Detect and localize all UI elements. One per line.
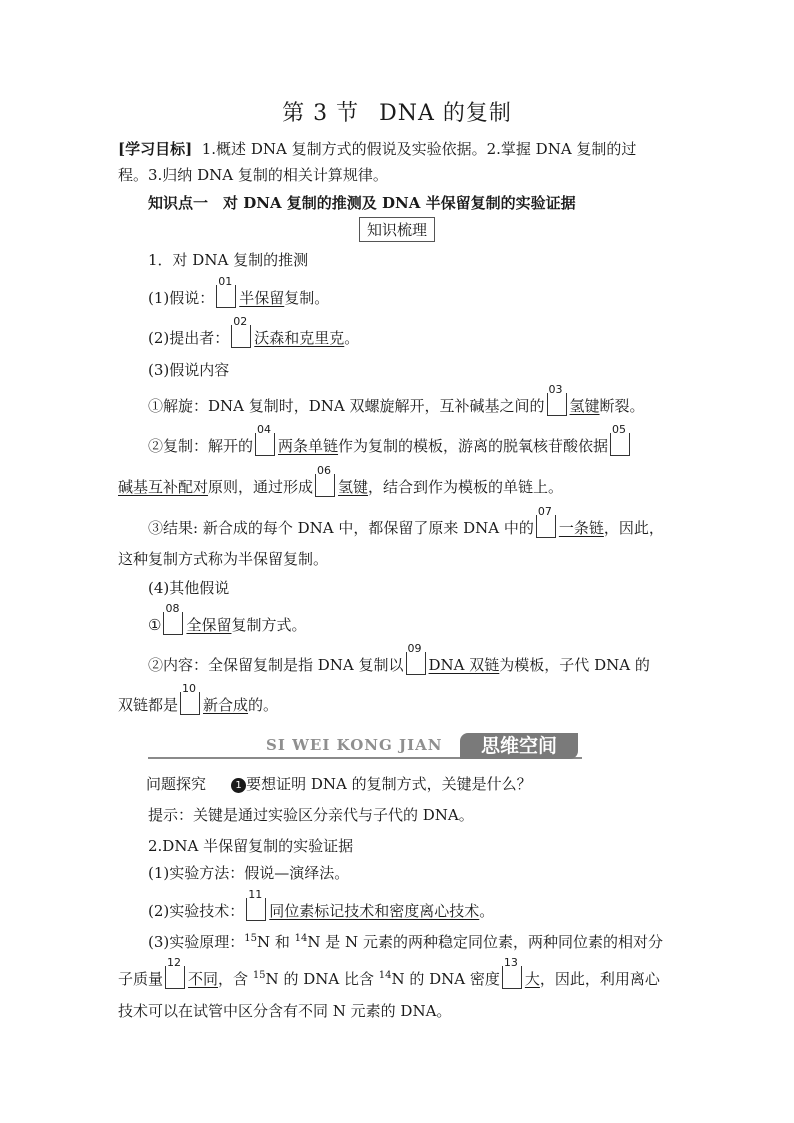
answer-12: 不同: [188, 970, 219, 988]
replication-line-1: ②复制：解开的 04 两条单链作为复制的模板，游离的脱氧核苷酸依据 05: [148, 433, 708, 456]
other-hypothesis-heading: (4)其他假说: [148, 579, 230, 597]
method-line: (1)实验方法：假说—演绎法。: [148, 864, 350, 882]
thinking-space-banner: [148, 733, 582, 763]
objectives-line-1: [学习目标] 1.概述 DNA 复制方式的假说及实验依据。2.掌握 DNA 复制的过: [118, 140, 637, 158]
banner-pinyin: SI WEI KONG JIAN: [266, 736, 443, 754]
blank-box: 10: [180, 692, 200, 715]
answer-11: 同位素标记技术和密度离心技术: [269, 902, 480, 920]
other-hypothesis-2: ②内容：全保留复制是指 DNA 复制以 09 DNA 双链为模板，子代 DNA 的: [148, 642, 650, 674]
principle-line-1: (3)实验原理：$^{15}$N 和 $^{14}$N 是 N 元素的两种稳定同位素，两种同位素的相对分: [148, 933, 663, 951]
blank-box: 05: [610, 433, 630, 456]
banner-title: 思维空间: [460, 733, 578, 759]
blank-box: 02: [231, 325, 251, 348]
other-hypothesis-1: ① 08 全保留复制方式。: [148, 602, 307, 634]
inquiry-label: 问题探究: [146, 775, 207, 793]
blank-box: 06: [315, 474, 335, 497]
subsection-2-heading: 2.DNA 半保留复制的实验证据: [148, 837, 354, 855]
blank-box: 04: [255, 433, 275, 456]
result-line-2: 这种复制方式称为半保留复制。: [118, 550, 329, 568]
replication-line-2: 碱基互补配对原则，通过形成 06 氢键，结合到作为模板的单链上。: [118, 464, 564, 496]
knowledge-summary-label: 知识梳理: [0, 217, 794, 242]
blank-box: 13: [502, 966, 522, 989]
answer-03: 氢键: [569, 397, 600, 415]
knowledge-point-heading: 知识点一 对 DNA 复制的推测及 DNA 半保留复制的实验证据: [148, 194, 576, 212]
objectives-label: [学习目标]: [118, 140, 193, 158]
blank-box: 03: [547, 393, 567, 416]
inquiry-question: 问题探究 1 要想证明 DNA 的复制方式，关键是什么？: [146, 775, 532, 793]
blank-box: 12: [165, 966, 185, 989]
result-line-1: ③结果: 新合成的每个 DNA 中，都保留了原来 DNA 中的 07 一条链，因此，: [148, 505, 664, 537]
section-topic: DNA 的复制: [379, 101, 512, 126]
answer-13: 大: [524, 970, 540, 988]
blank-box: 09: [406, 652, 426, 675]
hypothesis-line: (1)假说： 01 半保留复制。: [148, 275, 330, 307]
section-number: 第 3 节: [282, 101, 360, 126]
answer-07: 一条链: [558, 519, 604, 537]
objectives-line-2: 程。3.归纳 DNA 复制的相关计算规律。: [118, 166, 388, 184]
blank-box: 11: [246, 898, 266, 921]
proposer-line: (2)提出者： 02 沃森和克里克。: [148, 315, 360, 347]
blank-box: 07: [536, 515, 556, 538]
answer-06: 氢键: [338, 478, 369, 496]
answer-01: 半保留: [239, 289, 285, 307]
answer-02: 沃森和克里克: [254, 329, 345, 347]
technique-line: (2)实验技术： 11 同位素标记技术和密度离心技术。: [148, 888, 495, 920]
principle-line-2: 子质量 12 不同，含 $^{15}$N 的 DNA 比含 $^{14}$N 的 DNA 密度 13 大，因此，利用离心: [118, 956, 660, 988]
inquiry-hint: 提示：关键是通过实验区分亲代与子代的 DNA。: [148, 806, 474, 824]
blank-box: 01: [216, 285, 236, 308]
principle-line-3: 技术可以在试管中区分含有不同 N 元素的 DNA。: [118, 1002, 452, 1020]
blank-box: 08: [163, 612, 183, 635]
answer-04: 两条单链: [278, 437, 339, 455]
other-hypothesis-2b: 双链都是 10 新合成的。: [118, 682, 279, 714]
hypothesis-content-heading: (3)假说内容: [148, 361, 230, 379]
subsection-1-heading: 1．对 DNA 复制的推测: [148, 251, 309, 269]
answer-08: 全保留: [186, 616, 232, 634]
answer-10: 新合成: [203, 696, 249, 714]
question-number-badge: 1: [231, 778, 246, 793]
unwinding-line: ①解旋：DNA 复制时，DNA 双螺旋解开，互补碱基之间的 03 氢键断裂。: [148, 383, 645, 415]
section-title: [0, 96, 794, 127]
answer-05: 碱基互补配对: [118, 478, 209, 496]
answer-09: DNA 双链: [428, 656, 500, 674]
